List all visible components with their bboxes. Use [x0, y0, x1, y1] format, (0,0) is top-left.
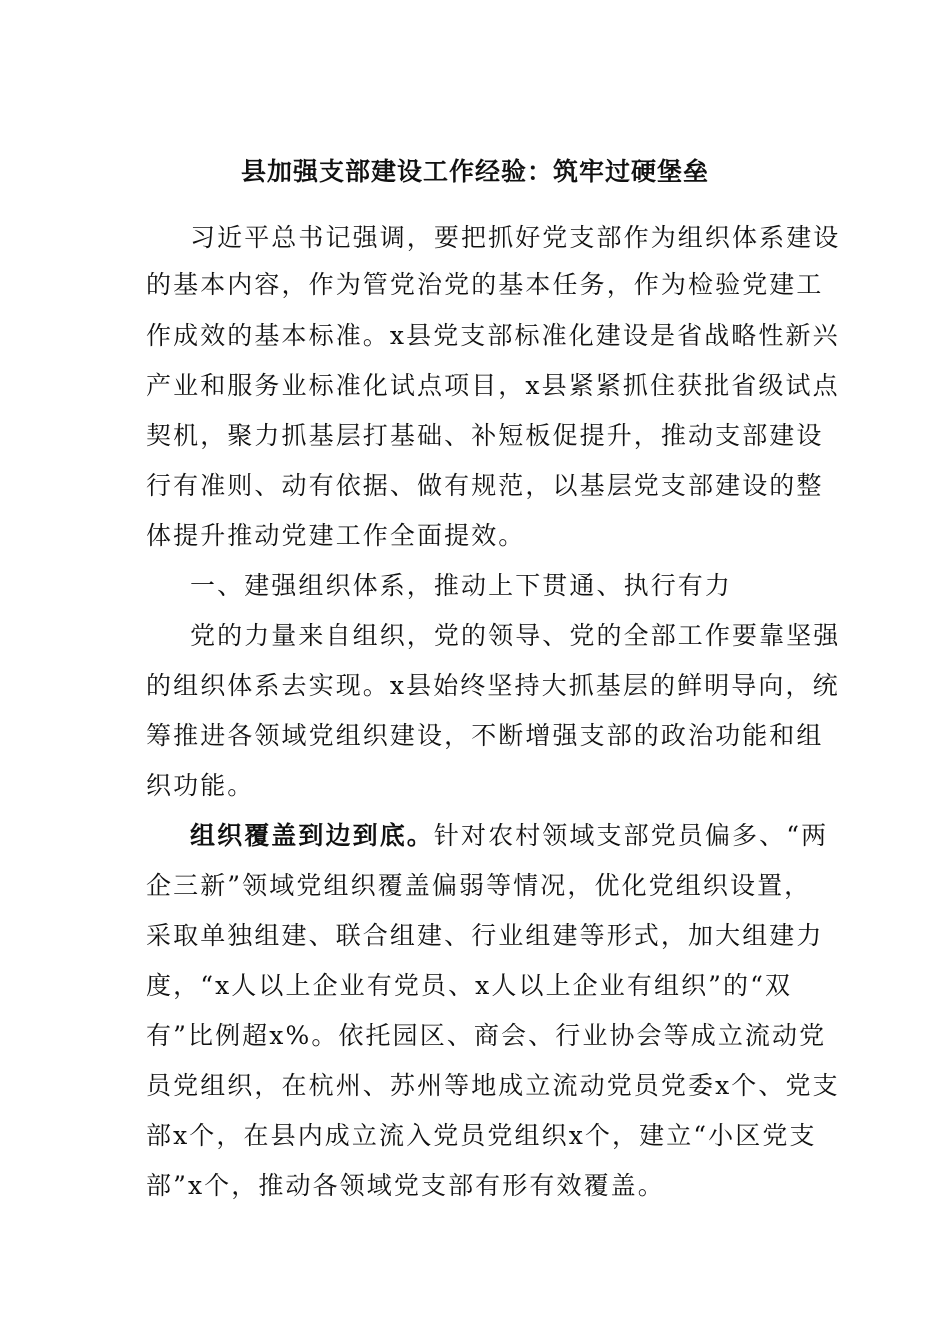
paragraph-line: 契机，聚力抓基层打基础、补短板促提升，推动支部建设	[146, 421, 824, 450]
paragraph-line: 部x个，在县内成立流入党员党组织x个，建立“小区党支	[146, 1121, 817, 1150]
document-title: 县加强支部建设工作经验：筑牢过硬堡垒	[240, 157, 709, 186]
paragraph-line: 的组织体系去实现。x县始终坚持大抓基层的鲜明导向，统	[146, 671, 840, 700]
paragraph-line-with-lead	[190, 818, 870, 854]
paragraph-line: 的基本内容，作为管党治党的基本任务，作为检验党建工	[146, 270, 824, 299]
paragraph-line: 行有准则、动有依据、做有规范，以基层党支部建设的整	[146, 471, 824, 500]
paragraph-line: 员党组织，在杭州、苏州等地成立流动党员党委x个、党支	[146, 1071, 840, 1100]
paragraph-text: 针对农村领域支部党员偏多、“两	[433, 821, 829, 850]
paragraph-line: 采取单独组建、联合组建、行业组建等形式，加大组建力	[146, 921, 824, 950]
paragraph-line: 筹推进各领域党组织建设，不断增强支部的政治功能和组	[146, 721, 824, 750]
paragraph-line: 作成效的基本标准。x县党支部标准化建设是省战略性新兴	[146, 321, 840, 350]
paragraph-line: 体提升推动党建工作全面提效。	[146, 521, 526, 550]
section-heading: 一、建强组织体系，推动上下贯通、执行有力	[190, 571, 733, 600]
paragraph-line: 度，“x人以上企业有党员、x人以上企业有组织”的“双	[146, 971, 793, 1000]
paragraph-line: 产业和服务业标准化试点项目，x县紧紧抓住获批省级试点	[146, 371, 840, 400]
paragraph-line: 企三新”领域党组织覆盖偏弱等情况，优化党组织设置，	[146, 871, 812, 900]
paragraph-line: 习近平总书记强调，要把抓好党支部作为组织体系建设	[190, 223, 841, 252]
paragraph-line: 党的力量来自组织，党的领导、党的全部工作要靠坚强	[190, 621, 841, 650]
bold-lead-text: 组织覆盖到边到底。	[190, 821, 434, 850]
paragraph-line: 织功能。	[146, 771, 255, 800]
paragraph-line: 部”x个，推动各领域党支部有形有效覆盖。	[146, 1171, 665, 1200]
paragraph-line: 有”比例超x%。依托园区、商会、行业协会等成立流动党	[146, 1021, 827, 1050]
